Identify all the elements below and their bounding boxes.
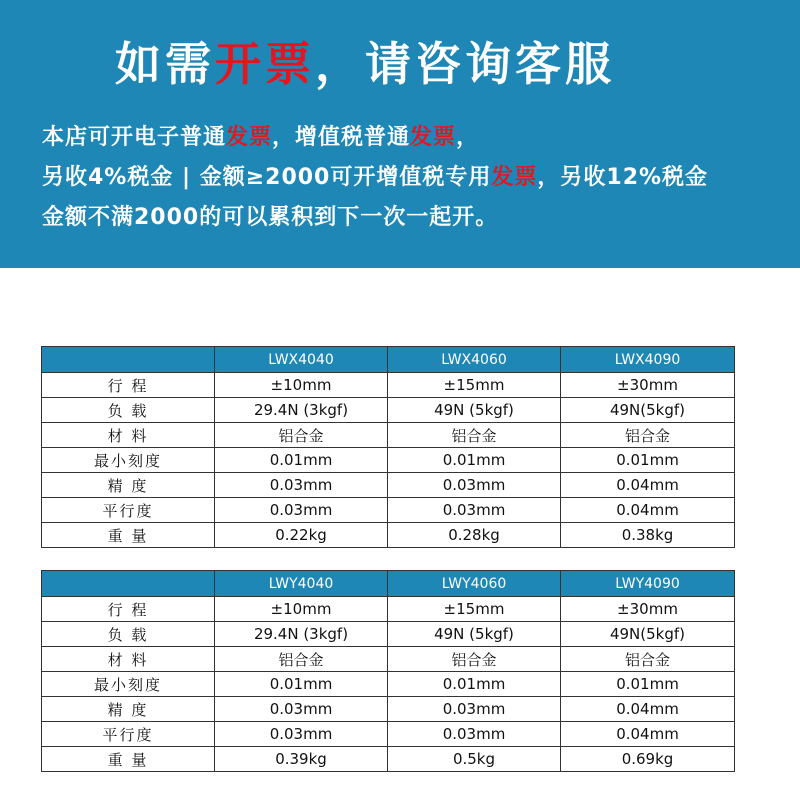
table-cell: 0.04mm [561,722,735,747]
row-label: 材 料 [42,423,215,448]
row-label: 行 程 [42,597,215,622]
table-cell: 0.01mm [215,672,388,697]
table-cell: 0.22kg [215,523,388,548]
row-label: 最小刻度 [42,448,215,473]
spec-table-lwy [41,570,735,772]
table-cell: 0.03mm [215,697,388,722]
table-row [42,622,735,647]
table-cell: 49N(5kgf) [561,622,735,647]
table-row [42,722,735,747]
table-cell: 0.01mm [561,448,735,473]
table-cell: ±10mm [215,373,388,398]
table-cell: ±30mm [561,373,735,398]
table-cell: 29.4N (3kgf) [215,622,388,647]
model-header: LWX4060 [388,347,561,373]
row-label: 平行度 [42,722,215,747]
header-corner-cell [42,571,215,597]
model-header: LWY4090 [561,571,735,597]
row-label: 行 程 [42,373,215,398]
table-cell: 49N (5kgf) [388,398,561,423]
row-label: 精 度 [42,697,215,722]
table-cell: ±30mm [561,597,735,622]
invoice-info-line-1: 本店可开电子普通发票，增值税普通发票， [42,125,480,150]
row-label: 最小刻度 [42,672,215,697]
spec-table-header [42,571,735,597]
table-row [42,523,735,548]
spec-table-header [42,347,735,373]
row-label: 平行度 [42,498,215,523]
table-cell: 0.01mm [388,448,561,473]
table-row [42,448,735,473]
table-row [42,597,735,622]
header-corner-cell [42,347,215,373]
table-row [42,747,735,772]
table-cell: 铝合金 [561,647,735,672]
spec-table-lwx [41,346,735,548]
row-label: 材 料 [42,647,215,672]
row-label: 负 载 [42,622,215,647]
table-cell: 0.03mm [215,722,388,747]
table-cell: 0.04mm [561,697,735,722]
table-cell: 铝合金 [561,423,735,448]
model-header: LWX4090 [561,347,735,373]
table-cell: 0.04mm [561,498,735,523]
table-cell: 铝合金 [388,423,561,448]
table-cell: 0.69kg [561,747,735,772]
table-cell: 铝合金 [388,647,561,672]
table-cell: 0.04mm [561,473,735,498]
table-cell: 0.01mm [215,448,388,473]
table-cell: ±10mm [215,597,388,622]
invoice-info-line-3: 金额不满2000的可以累积到下一次一起开。 [42,205,499,230]
table-row [42,647,735,672]
invoice-banner [0,0,800,268]
table-cell: 0.39kg [215,747,388,772]
table-cell: 0.03mm [215,498,388,523]
banner-title: 如需开票，请咨询客服 [115,37,615,91]
table-row [42,473,735,498]
table-cell: 29.4N (3kgf) [215,398,388,423]
invoice-info-line-2: 另收4%税金 | 金额≥2000可开增值税专用发票，另收12%税金 [42,165,709,190]
table-cell: 0.5kg [388,747,561,772]
table-cell: 49N(5kgf) [561,398,735,423]
row-label: 精 度 [42,473,215,498]
table-cell: 0.28kg [388,523,561,548]
model-header: LWX4040 [215,347,388,373]
table-row [42,498,735,523]
table-row [42,398,735,423]
table-cell: 0.01mm [561,672,735,697]
table-cell: 0.38kg [561,523,735,548]
table-row [42,373,735,398]
row-label: 重 量 [42,523,215,548]
table-cell: 0.03mm [388,473,561,498]
table-cell: 0.03mm [215,473,388,498]
table-cell: 铝合金 [215,647,388,672]
table-cell: 0.03mm [388,498,561,523]
model-header: LWY4040 [215,571,388,597]
table-row [42,697,735,722]
row-label: 重 量 [42,747,215,772]
table-cell: 0.01mm [388,672,561,697]
table-cell: ±15mm [388,373,561,398]
table-row [42,672,735,697]
table-cell: 0.03mm [388,722,561,747]
table-row [42,423,735,448]
model-header: LWY4060 [388,571,561,597]
table-cell: 0.03mm [388,697,561,722]
row-label: 负 载 [42,398,215,423]
table-cell: 49N (5kgf) [388,622,561,647]
table-cell: 铝合金 [215,423,388,448]
table-cell: ±15mm [388,597,561,622]
